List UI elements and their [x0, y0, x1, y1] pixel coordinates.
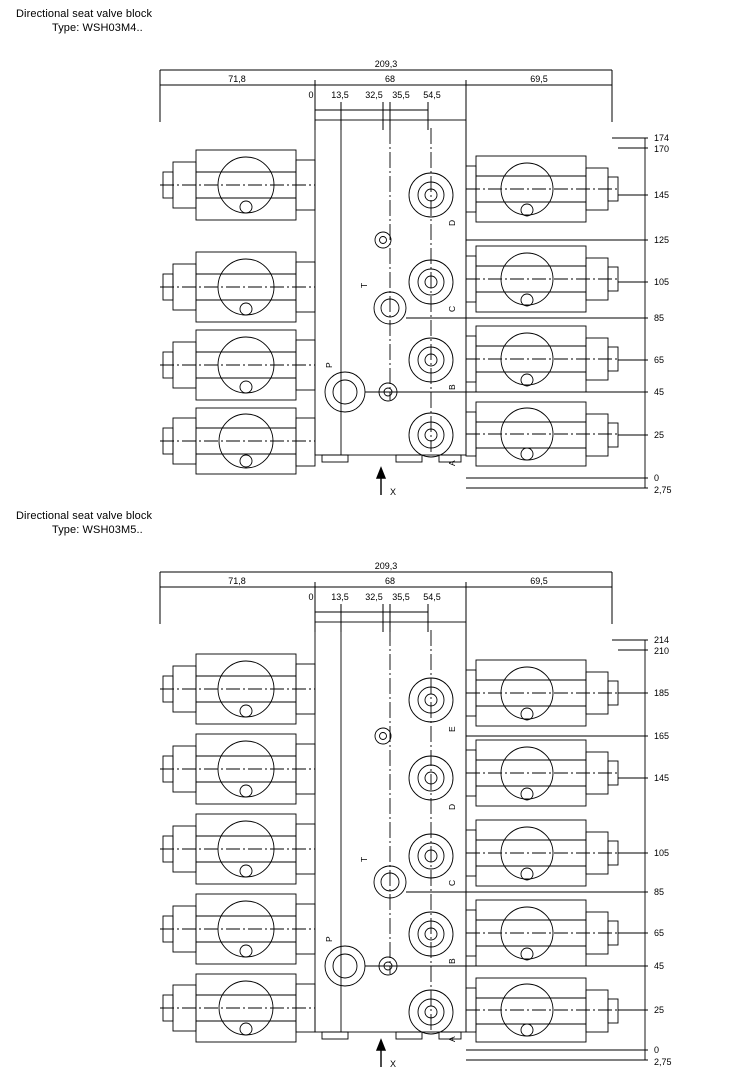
block-1-drawing — [0, 40, 739, 497]
dim-overall-2: 209,3 — [374, 561, 398, 571]
dim-tick-1-3: 35,5 — [392, 90, 410, 100]
dim-left-1: 71,8 — [228, 74, 246, 84]
rdim-1-3: 125 — [654, 235, 670, 245]
rdim-2-2: 185 — [654, 688, 670, 698]
rdim-1-10: 2,75 — [654, 485, 672, 495]
rdim-2-7: 65 — [654, 928, 665, 938]
rdim-2-8: 45 — [654, 961, 665, 971]
port-label-2-5: B — [447, 958, 457, 964]
rdim-1-4: 105 — [654, 277, 670, 287]
rdim-1-8: 25 — [654, 430, 665, 440]
axis-label-1: X — [390, 487, 397, 497]
port-label-1-4: B — [447, 384, 457, 390]
rdim-2-9: 25 — [654, 1005, 665, 1015]
port-label-1-0: D — [447, 219, 457, 226]
port-label-1-2: C — [447, 305, 457, 312]
dim-tick-2-4: 54,5 — [423, 592, 441, 602]
rdim-1-1: 170 — [654, 144, 670, 154]
port-label-2-2: D — [447, 803, 457, 810]
port-label-2-6: A — [447, 1036, 457, 1042]
block-2-drawing — [0, 542, 739, 1070]
block-1-svg — [0, 40, 739, 497]
block-2-svg — [0, 542, 739, 1070]
rdim-1-5: 85 — [654, 313, 665, 323]
port-label-1-1: T — [359, 282, 369, 288]
dim-tick-2-0: 0 — [308, 592, 314, 602]
dim-right-1: 69,5 — [530, 74, 548, 84]
dim-tick-1-1: 13,5 — [331, 90, 349, 100]
rdim-1-0: 174 — [654, 133, 670, 143]
rdim-2-10: 0 — [654, 1045, 660, 1055]
rdim-1-2: 145 — [654, 190, 670, 200]
axis-label-2: X — [390, 1059, 397, 1069]
rdim-1-7: 45 — [654, 387, 665, 397]
valve-block-diagram-1 — [0, 8, 739, 498]
rdim-2-0: 214 — [654, 635, 670, 645]
port-label-1-5: A — [447, 460, 457, 466]
dim-middle-1: 68 — [384, 74, 396, 84]
rdim-1-6: 65 — [654, 355, 665, 365]
dim-right-2: 69,5 — [530, 576, 548, 586]
port-label-2-1: T — [359, 856, 369, 862]
dim-tick-2-1: 13,5 — [331, 592, 349, 602]
block-1-title-line2: Type: WSH03M4.. — [52, 22, 143, 34]
rdim-2-5: 105 — [654, 848, 670, 858]
dim-middle-2: 68 — [384, 576, 396, 586]
valve-block-diagram-2 — [0, 510, 739, 1070]
dim-left-2: 71,8 — [228, 576, 246, 586]
dim-tick-2-2: 32,5 — [365, 592, 383, 602]
block-1-title-line1: Directional seat valve block — [16, 8, 153, 20]
rdim-2-4: 145 — [654, 773, 670, 783]
rdim-2-3: 165 — [654, 731, 670, 741]
port-label-1-3: P — [324, 362, 334, 368]
rdim-1-9: 0 — [654, 473, 660, 483]
dim-tick-1-0: 0 — [308, 90, 314, 100]
rdim-2-11: 2,75 — [654, 1057, 672, 1067]
dim-tick-1-2: 32,5 — [365, 90, 383, 100]
dim-tick-1-4: 54,5 — [423, 90, 441, 100]
block-2-title-line2: Type: WSH03M5.. — [52, 524, 143, 536]
port-label-2-0: E — [447, 726, 457, 732]
port-label-2-3: C — [447, 879, 457, 886]
rdim-2-1: 210 — [654, 646, 670, 656]
port-label-2-4: P — [324, 936, 334, 942]
block-2-title-line1: Directional seat valve block — [16, 510, 153, 522]
dim-overall-1: 209,3 — [374, 59, 398, 69]
dim-tick-2-3: 35,5 — [392, 592, 410, 602]
rdim-2-6: 85 — [654, 887, 665, 897]
